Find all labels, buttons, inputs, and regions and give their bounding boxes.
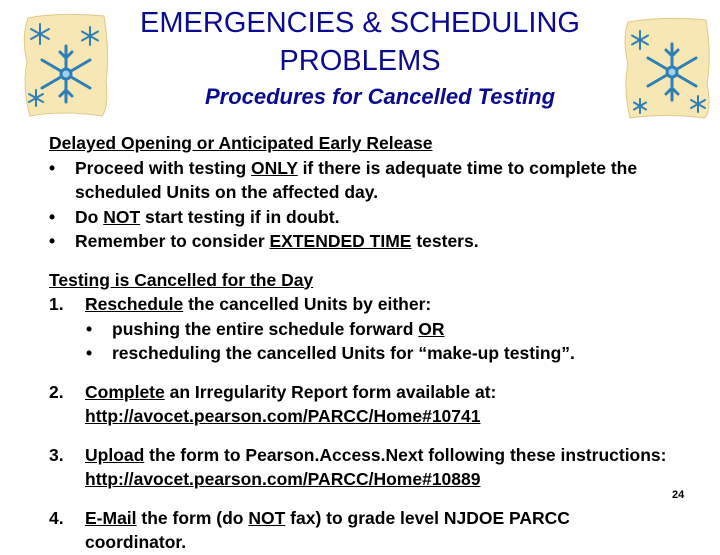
numbered-item-1: 1. Reschedule the cancelled Units by either: (49, 294, 432, 314)
upload-instructions-link[interactable]: http://avocet.pearson.com/PARCC/Home#10889 (85, 469, 481, 489)
sub-bullet-item: • pushing the entire schedule forward OR (86, 318, 445, 339)
snowflake-decoration-left (18, 12, 113, 120)
sub-bullet-item: • rescheduling the cancelled Units for “make-up testing”. (86, 343, 575, 363)
section-heading-cancelled: Testing is Cancelled for the Day (49, 269, 314, 290)
numbered-item-2: 2. Complete an Irregularity Report form available at: http://avocet.pearson.com/PARCC/Home#10741 (49, 381, 497, 426)
snowflake-decoration-right (620, 14, 715, 122)
slide-body (49, 131, 694, 555)
title-line-2: PROBLEMS (279, 45, 441, 77)
title-line-1: EMERGENCIES & SCHEDULING (140, 7, 580, 39)
numbered-item-4: 4. E-Mail the form (do NOT fax) to grade level NJDOE PARCC coordinator. (49, 507, 570, 552)
page-number: 24 (672, 489, 685, 501)
bullet-item: • Remember to consider EXTENDED TIME testers. (49, 231, 479, 251)
bullet-item: • Do NOT start testing if in doubt. (49, 206, 340, 227)
irregularity-report-link[interactable]: http://avocet.pearson.com/PARCC/Home#10741 (85, 406, 481, 426)
slide-title (110, 4, 610, 80)
bullet-item: • Proceed with testing ONLY if there is adequate time to complete the scheduled Units on the affected day. (49, 157, 638, 202)
section-heading-delayed-opening: Delayed Opening or Anticipated Early Release (49, 133, 433, 153)
numbered-item-3: 3. Upload the form to Pearson.Access.Next following these instructions: http://avocet.pearson.com/PARCC/Home#10889 (49, 444, 667, 489)
slide-subtitle: Procedures for Cancelled Testing (204, 84, 556, 109)
